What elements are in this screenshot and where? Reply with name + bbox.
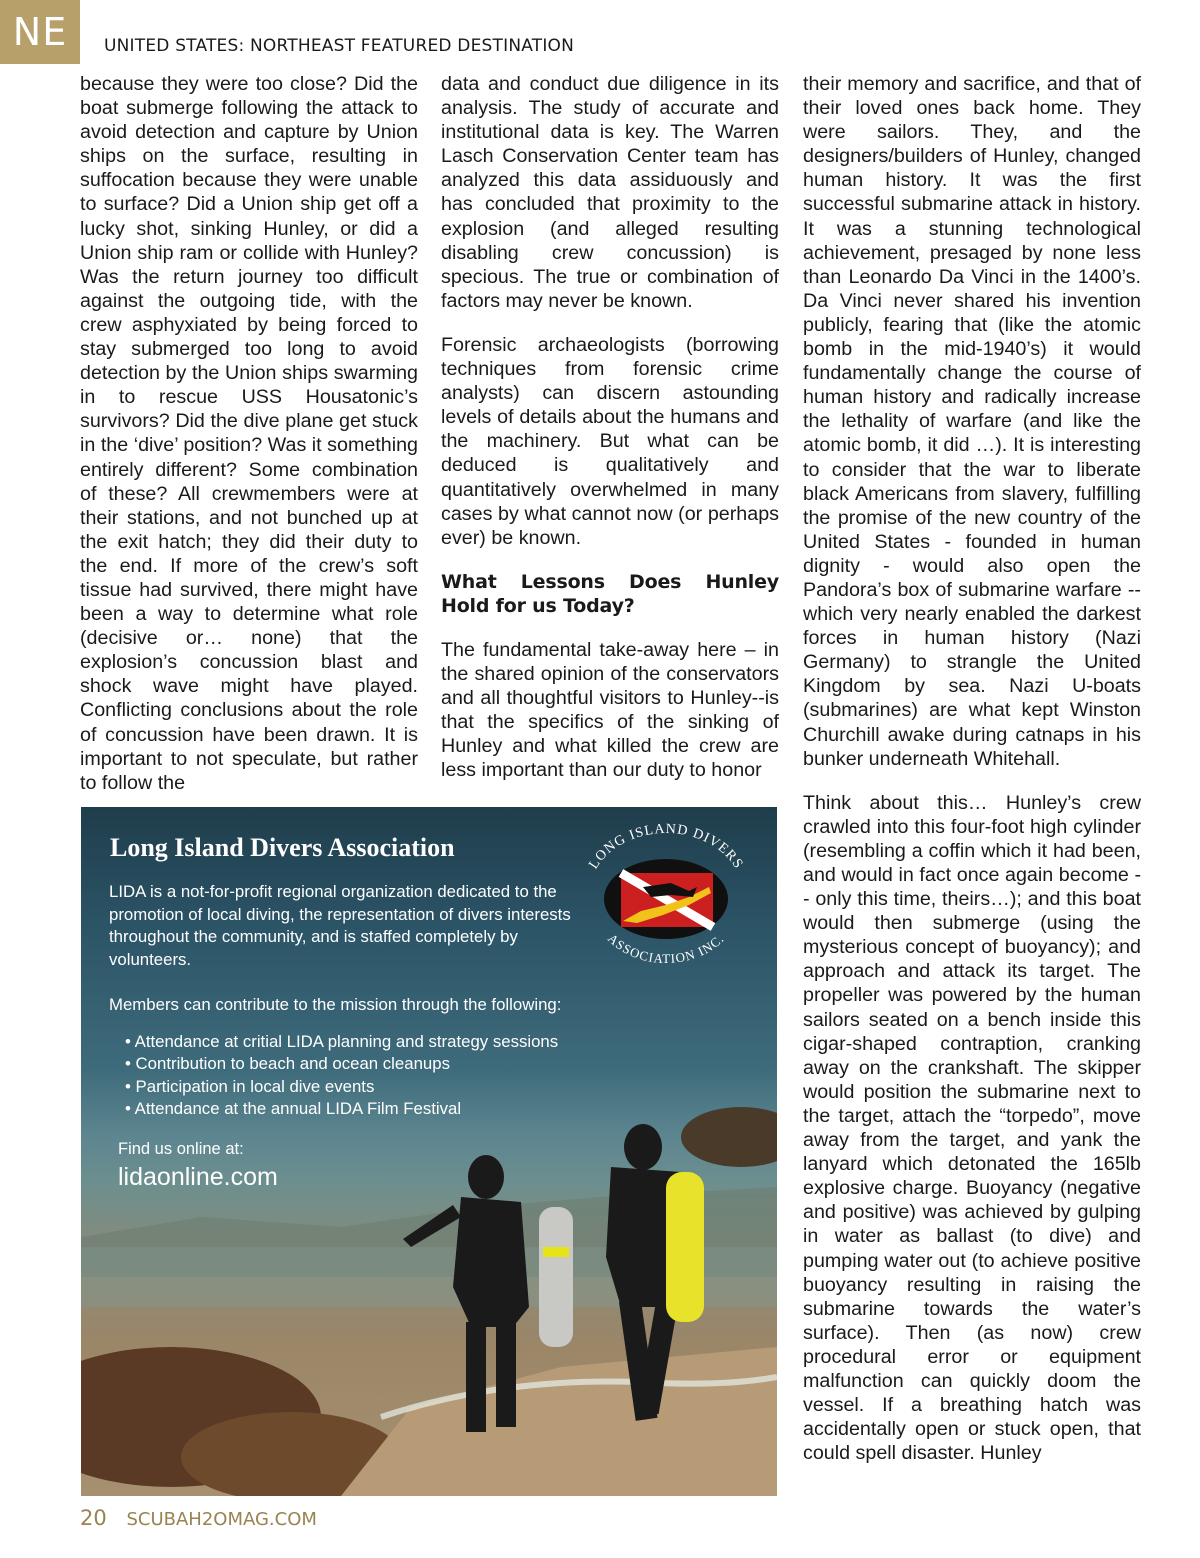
article-paragraph: The fundamental take-away here – in the shared opinion of the conservators and all thoughtful visitors to Hunley--is that the specifics of the sinking of Hunley and what killed the crew are less important than our duty to honor bbox=[441, 638, 779, 782]
lida-advertisement bbox=[81, 807, 777, 1496]
article-paragraph: data and conduct due diligence in its analysis. The study of accurate and institutional data is key. The Warren Lasch Conservation Center team has analyzed this data assiduously and has concluded that proximity to the explosion (and alleged resulting disabling crew concussion) is specious. The true or combination of factors may never be known. bbox=[441, 73, 779, 312]
section-header: UNITED STATES: NORTHEAST FEATURED DESTINATION bbox=[104, 36, 575, 56]
ad-benefit-list bbox=[125, 1031, 558, 1120]
list-item: • Participation in local dive events bbox=[125, 1076, 558, 1098]
logo-bottom-text: ASSOCIATION INC. bbox=[604, 930, 728, 967]
article-paragraph: Think about this… Hunley’s crew crawled into this four-foot high cylinder (resembling a coffin which it had been, and would in fact once again become -- only this time, theirs…); and this boat would then submerge (using the mysterious concept of buoyancy); and approach and attack its target. The propeller was powered by the human sailors seated on a bench inside this cigar-shaped contraption, cranking away on the crankshaft. The skipper would position the submarine next to the target, attach the “torpedo”, move away from the target, and yank the lanyard which detonated the 165lb explosive charge. Buoyancy (negative and positive) was achieved by gulping in water as ballast (to dive) and pumping water out (to achieve positive buoyancy resulting in raising the submarine towards the water’s surface). Then (as now) crew procedural error or equipment malfunction can quickly doom the vessel. If a breathing hatch was accidentally open or stuck open, that could spell disaster. Hunley bbox=[803, 791, 1141, 1465]
article-paragraph: Forensic archaeologists (borrowing techniques from forensic crime analysts) can discern astounding levels of details about the humans and the machinery. But what can be deduced is qualitatively and quantitatively overwhelmed in many cases by what cannot now (or perhaps ever) be known. bbox=[441, 333, 779, 549]
ad-website-link[interactable]: lidaonline.com bbox=[118, 1163, 278, 1191]
list-item: • Attendance at critial LIDA planning and strategy sessions bbox=[125, 1031, 558, 1053]
article-subheading: What Lessons Does Hunley Hold for us Today? bbox=[441, 570, 779, 617]
article-column-1 bbox=[80, 72, 418, 795]
section-tab: NE bbox=[0, 0, 80, 64]
list-item: • Contribution to beach and ocean cleanups bbox=[125, 1053, 558, 1075]
ad-members-intro: Members can contribute to the mission through the following: bbox=[109, 995, 562, 1014]
article-column-3 bbox=[803, 72, 1141, 1465]
page-footer bbox=[80, 1506, 317, 1530]
lida-logo bbox=[571, 817, 761, 967]
article-column-2 bbox=[441, 72, 779, 782]
ad-find-label: Find us online at: bbox=[118, 1140, 244, 1158]
article-paragraph: because they were too close? Did the boat submerge following the attack to avoid detection and capture by Union ships on the surface, resulting in suffocation because they were unable to surface? Did a Union ship get off a lucky shot, sinking Hunley, or did a Union ship ram or collide with Hunley? Was the return journey too difficult against the outgoing tide, with the crew asphyxiated by being forced to stay submerged too long to avoid detection by the Union ships swarming in to rescue USS Housatonic’s survivors? Did the dive plane get stuck in the ‘dive’ position? Was it something entirely different? Some combination of these? All crewmembers were at their stations, and not bunched up at the exit hatch; they did their duty to the end. If more of the crew’s soft tissue had survived, there might have been a way to determine what role (decisive or… none) that the explosion’s concussion blast and shock wave might have played. Conflicting conclusions about the role of concussion have been drawn. It is important to not speculate, but rather to follow the bbox=[80, 73, 418, 794]
article-paragraph: their memory and sacrifice, and that of their loved ones back home. They were sailors. They, and the designers/builders of Hunley, changed human history. It was the first successful submarine attack in history. It was a stunning technological achievement, presaged by none less than Leonardo Da Vinci in the 1400’s. Da Vinci never shared his invention publicly, fearing that (like the atomic bomb in the mid-1940’s) it would fundamentally change the course of human history and radically increase the lethality of warfare (and like the atomic bomb, it did …). It is interesting to consider that the war to liberate black Americans from slavery, fulfilling the promise of the new country of the United States - founded in human dignity - would also open the Pandora’s box of submarine warfare -- which very nearly enabled the darkest forces in human history (Nazi Germany) to strangle the United Kingdom by sea. Nazi U-boats (submarines) are what kept Winston Churchill awake during catnaps in his bunker underneath Whitehall. bbox=[803, 73, 1141, 770]
site-url: SCUBAH2OMAG.COM bbox=[126, 1509, 317, 1530]
logo-top-text: LONG ISLAND DIVERS bbox=[586, 821, 746, 872]
page-number: 20 bbox=[80, 1506, 107, 1530]
list-item: • Attendance at the annual LIDA Film Festival bbox=[125, 1098, 558, 1120]
ad-title: Long Island Divers Association bbox=[110, 833, 455, 862]
ad-description: LIDA is a not-for-profit regional organization dedicated to the promotion of local diving, the representation of divers interests throughout the community, and is staffed completely by volunteers. bbox=[109, 882, 571, 969]
